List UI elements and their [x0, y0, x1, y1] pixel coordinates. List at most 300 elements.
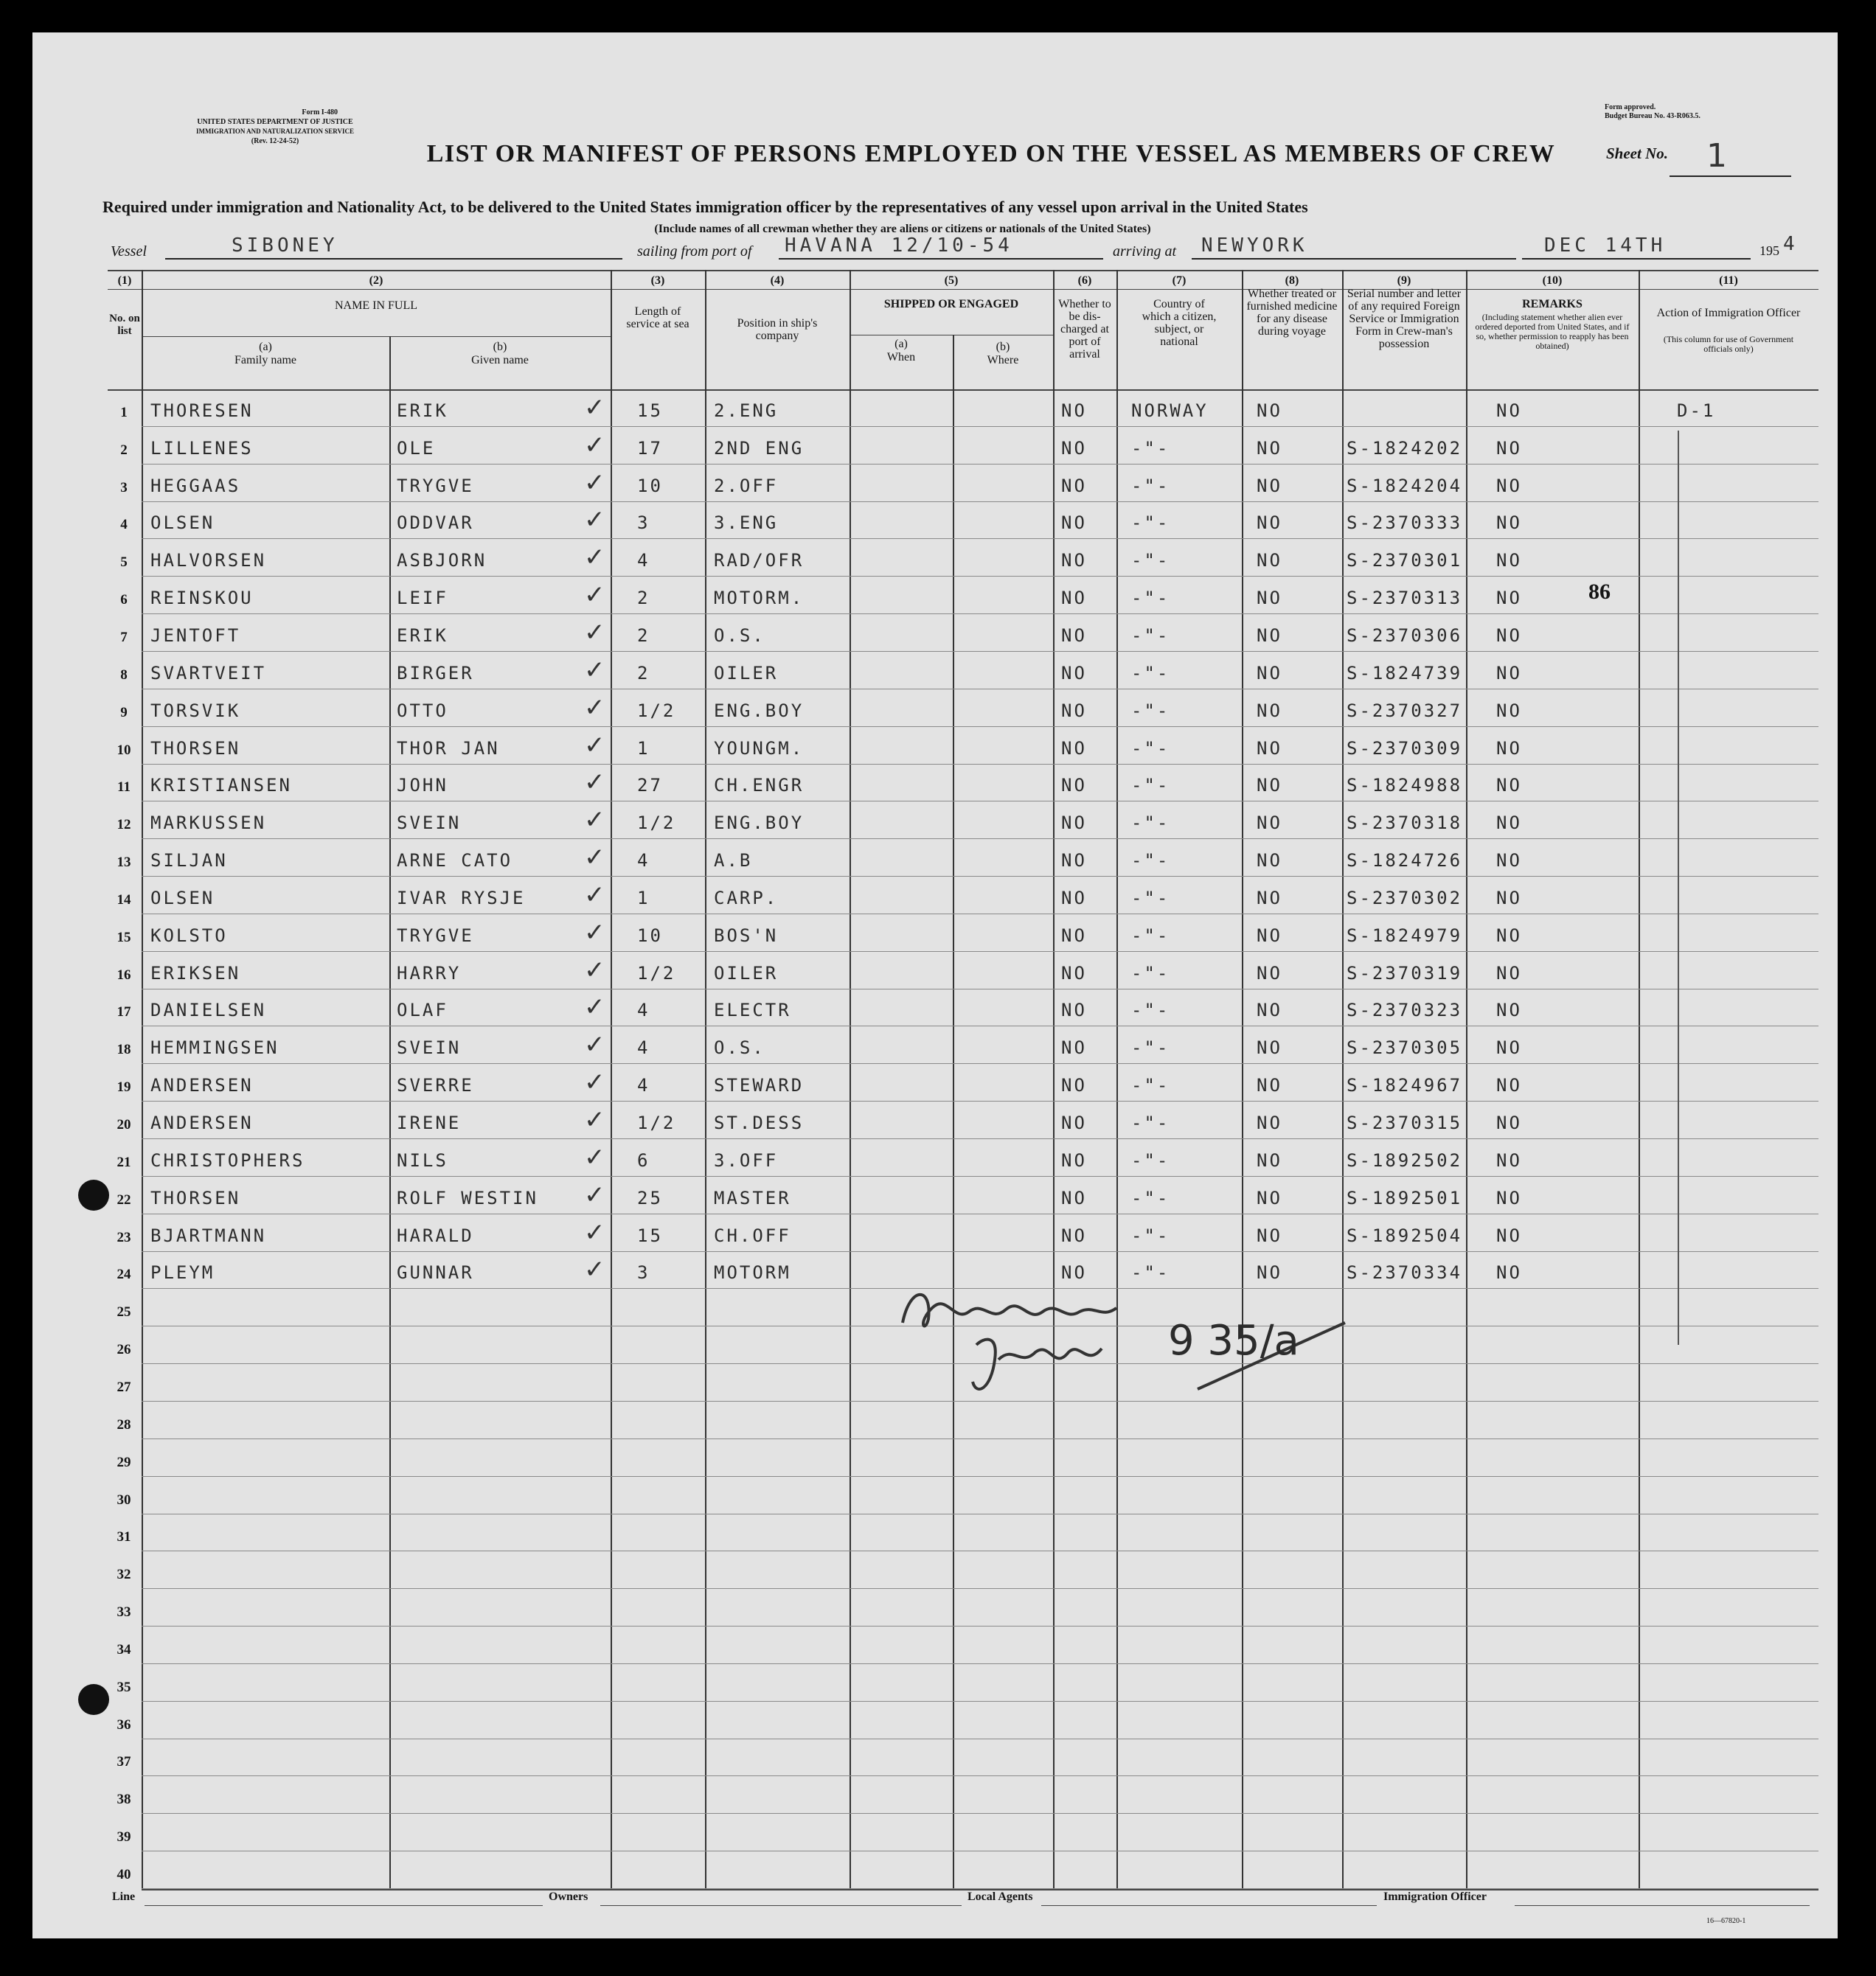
- cell-position: ENG.BOY: [714, 813, 805, 834]
- row-number: 27: [117, 1379, 131, 1395]
- cell-serial: S-1824204: [1347, 475, 1463, 496]
- checkmark-icon: ✓: [584, 955, 605, 985]
- manifest-rows: [32, 32, 1838, 1938]
- cell-serial: S-1824979: [1347, 925, 1463, 946]
- cell-remarks: NO: [1496, 625, 1522, 646]
- cell-given: ASBJORN: [397, 550, 487, 571]
- col2a-header: Family name: [234, 354, 296, 366]
- cell-treated: NO: [1257, 962, 1282, 984]
- time-note: 9 35/a: [1168, 1317, 1299, 1365]
- cell-position: CH.OFF: [714, 1225, 791, 1246]
- col5-num: (5): [944, 274, 959, 287]
- cell-country: -"-: [1131, 512, 1170, 534]
- table-row: [32, 989, 1838, 1027]
- cell-given: SVEIN: [397, 813, 462, 834]
- row-number: 30: [117, 1492, 131, 1508]
- cell-serial: S-1892504: [1347, 1225, 1463, 1246]
- cell-given: OLE: [397, 437, 436, 459]
- col1-num: (1): [117, 274, 132, 287]
- footer-code: 16—67820-1: [1706, 1917, 1746, 1925]
- cell-service: 2: [637, 662, 650, 683]
- cell-service: 1/2: [637, 962, 676, 984]
- department-name: UNITED STATES DEPARTMENT OF JUSTICE: [197, 118, 353, 126]
- cell-service: 4: [637, 1037, 650, 1059]
- col3-header: Length of service at sea: [626, 305, 689, 330]
- table-row: [32, 765, 1838, 802]
- cell-position: CH.ENGR: [714, 775, 805, 796]
- checkmark-icon: ✓: [584, 843, 605, 873]
- col3-num: (3): [650, 274, 665, 287]
- cell-treated: NO: [1257, 1225, 1282, 1246]
- col2-num: (2): [369, 274, 383, 287]
- cell-position: YOUNGM.: [714, 737, 805, 759]
- cell-discharged: NO: [1061, 662, 1087, 683]
- cell-discharged: NO: [1061, 887, 1087, 908]
- cell-remarks: NO: [1496, 1113, 1522, 1134]
- cell-treated: NO: [1257, 1262, 1282, 1284]
- year-prefix: 195: [1759, 243, 1779, 258]
- cell-service: 10: [637, 925, 663, 946]
- cell-service: 1/2: [637, 813, 676, 834]
- cell-position: 3.ENG: [714, 512, 779, 534]
- col5b-header: Where: [987, 354, 1019, 366]
- form-number: Form I-480: [302, 108, 338, 116]
- cell-position: ENG.BOY: [714, 700, 805, 721]
- cell-treated: NO: [1257, 737, 1282, 759]
- cell-family: DANIELSEN: [150, 1000, 267, 1021]
- cell-discharged: NO: [1061, 925, 1087, 946]
- cell-serial: S-2370334: [1347, 1262, 1463, 1284]
- footer-owners-label: Owners: [549, 1890, 588, 1903]
- row-number: 29: [117, 1454, 131, 1470]
- cell-country: -"-: [1131, 662, 1170, 683]
- cell-position: ELECTR: [714, 1000, 791, 1021]
- checkmark-icon: ✓: [584, 768, 605, 798]
- cell-service: 4: [637, 850, 650, 872]
- col2a-letter: (a): [259, 341, 272, 353]
- cell-family: SILJAN: [150, 850, 228, 872]
- cell-remarks: NO: [1496, 775, 1522, 796]
- row-number: 18: [117, 1042, 131, 1058]
- col4-num: (4): [770, 274, 785, 287]
- cell-service: 1/2: [637, 1113, 676, 1134]
- table-row: [32, 1102, 1838, 1139]
- cell-position: OILER: [714, 662, 779, 683]
- row-number: 32: [117, 1567, 131, 1583]
- cell-treated: NO: [1257, 475, 1282, 496]
- cell-discharged: NO: [1061, 962, 1087, 984]
- row-number: 13: [117, 855, 131, 871]
- checkmark-icon: ✓: [584, 430, 605, 460]
- sheet-number-value: 1: [1706, 137, 1727, 175]
- table-row: [32, 1439, 1838, 1477]
- cell-service: 1: [637, 887, 650, 908]
- table-row: [32, 1776, 1838, 1814]
- cell-serial: S-1824988: [1347, 775, 1463, 796]
- row-number: 2: [120, 442, 128, 458]
- punch-hole: [78, 1180, 109, 1211]
- table-row: [32, 427, 1838, 465]
- cell-remarks: NO: [1496, 1000, 1522, 1021]
- cell-discharged: NO: [1061, 737, 1087, 759]
- checkmark-icon: ✓: [584, 467, 605, 498]
- vessel-label: Vessel: [111, 243, 147, 260]
- vessel-name: SIBONEY: [232, 234, 338, 257]
- cell-family: BJARTMANN: [150, 1225, 267, 1246]
- cell-given: OLAF: [397, 1000, 448, 1021]
- cell-serial: S-1892502: [1347, 1149, 1463, 1171]
- cell-remarks: NO: [1496, 437, 1522, 459]
- cell-given: SVERRE: [397, 1075, 474, 1096]
- col6-header: Whether to be dis-charged at port of arrival: [1058, 298, 1111, 361]
- cell-given: LEIF: [397, 588, 448, 609]
- cell-position: RAD/OFR: [714, 550, 805, 571]
- checkmark-icon: ✓: [584, 617, 605, 647]
- row-number: 36: [117, 1716, 131, 1733]
- cell-service: 3: [637, 512, 650, 534]
- cell-remarks: NO: [1496, 550, 1522, 571]
- cell-position: 3.OFF: [714, 1149, 779, 1171]
- row-number: 14: [117, 891, 131, 908]
- cell-service: 25: [637, 1187, 663, 1208]
- cell-country: -"-: [1131, 550, 1170, 571]
- cell-position: OILER: [714, 962, 779, 984]
- cell-family: CHRISTOPHERS: [150, 1149, 305, 1171]
- cell-discharged: NO: [1061, 1225, 1087, 1246]
- checkmark-icon: ✓: [584, 805, 605, 835]
- checkmark-icon: ✓: [584, 543, 605, 573]
- cell-given: TRYGVE: [397, 925, 474, 946]
- include-note: (Include names of all crewman whether they are aliens or citizens or nationals of the United States): [654, 223, 1151, 235]
- cell-family: OLSEN: [150, 887, 215, 908]
- table-row: [32, 1214, 1838, 1252]
- cell-treated: NO: [1257, 1075, 1282, 1096]
- col10-note: (Including statement whether alien ever ordered deported from United States, and if so, whether permission to reapply has been obtained): [1475, 312, 1630, 351]
- cell-service: 4: [637, 1075, 650, 1096]
- row-number: 15: [117, 929, 131, 945]
- row-number: 5: [120, 554, 128, 571]
- checkmark-icon: ✓: [584, 880, 605, 910]
- table-row: [32, 1739, 1838, 1777]
- cell-discharged: NO: [1061, 850, 1087, 872]
- table-row: [32, 839, 1838, 877]
- cell-remarks: NO: [1496, 737, 1522, 759]
- table-row: [32, 801, 1838, 839]
- cell-country: -"-: [1131, 1037, 1170, 1059]
- form-revision: (Rev. 12-24-52): [251, 137, 299, 145]
- cell-treated: NO: [1257, 775, 1282, 796]
- cell-remarks: NO: [1496, 962, 1522, 984]
- cell-treated: NO: [1257, 813, 1282, 834]
- cell-serial: S-2370323: [1347, 1000, 1463, 1021]
- cell-position: CARP.: [714, 887, 779, 908]
- cell-discharged: NO: [1061, 512, 1087, 534]
- row-number: 22: [117, 1191, 131, 1208]
- cell-family: JENTOFT: [150, 625, 241, 646]
- arrival-date: DEC 14TH: [1544, 234, 1667, 257]
- cell-country: -"-: [1131, 475, 1170, 496]
- cell-serial: S-2370319: [1347, 962, 1463, 984]
- cell-remarks: NO: [1496, 1149, 1522, 1171]
- cell-treated: NO: [1257, 550, 1282, 571]
- row-number: 20: [117, 1117, 131, 1133]
- footer-officer-rule: [1515, 1905, 1810, 1906]
- cell-family: TORSVIK: [150, 700, 241, 721]
- table-row: [32, 389, 1838, 427]
- cell-country: -"-: [1131, 1187, 1170, 1208]
- cell-family: OLSEN: [150, 512, 215, 534]
- checkmark-icon: ✓: [584, 392, 605, 422]
- page-title: LIST OR MANIFEST OF PERSONS EMPLOYED ON THE VESSEL AS MEMBERS OF CREW: [426, 140, 1556, 167]
- cell-family: THORSEN: [150, 737, 241, 759]
- table-row: [32, 1514, 1838, 1552]
- checkmark-icon: ✓: [584, 992, 605, 1023]
- checkmark-icon: ✓: [584, 1217, 605, 1248]
- cell-serial: S-1824739: [1347, 662, 1463, 683]
- cell-serial: S-2370306: [1347, 625, 1463, 646]
- checkmark-icon: ✓: [584, 917, 605, 947]
- col10-header: REMARKS: [1522, 298, 1583, 310]
- row-number: 21: [117, 1154, 131, 1170]
- sailing-port: HAVANA 12/10-54: [785, 234, 1013, 257]
- cell-serial: S-2370333: [1347, 512, 1463, 534]
- cell-treated: NO: [1257, 925, 1282, 946]
- arriving-label: arriving at: [1113, 243, 1177, 260]
- cell-discharged: NO: [1061, 437, 1087, 459]
- row-number: 39: [117, 1829, 131, 1845]
- cell-position: 2.ENG: [714, 400, 779, 421]
- row-number: 12: [117, 817, 131, 833]
- cell-remarks: NO: [1496, 1225, 1522, 1246]
- row-number: 9: [120, 704, 128, 720]
- checkmark-icon: ✓: [584, 1105, 605, 1135]
- cell-serial: S-2370315: [1347, 1113, 1463, 1134]
- cell-remarks: NO: [1496, 813, 1522, 834]
- cell-remarks: NO: [1496, 1187, 1522, 1208]
- col11-header: Action of Immigration Officer: [1656, 307, 1801, 319]
- cell-treated: NO: [1257, 1113, 1282, 1134]
- cell-service: 3: [637, 1262, 650, 1284]
- col5-header: SHIPPED OR ENGAGED: [883, 298, 1019, 310]
- table-row: [32, 1627, 1838, 1664]
- cell-country: -"-: [1131, 625, 1170, 646]
- cell-discharged: NO: [1061, 700, 1087, 721]
- col5a-letter: (a): [894, 338, 908, 350]
- cell-remarks: NO: [1496, 662, 1522, 683]
- cell-country: -"-: [1131, 737, 1170, 759]
- manifest-sheet: [32, 32, 1838, 1938]
- cell-discharged: NO: [1061, 1037, 1087, 1059]
- row-number: 11: [117, 779, 131, 796]
- cell-remarks: NO: [1496, 1037, 1522, 1059]
- cell-serial: S-1824726: [1347, 850, 1463, 872]
- cell-given: ERIK: [397, 400, 448, 421]
- cell-service: 2: [637, 588, 650, 609]
- row-number: 7: [120, 629, 128, 645]
- cell-given: OTTO: [397, 700, 448, 721]
- cell-country: -"-: [1131, 1000, 1170, 1021]
- cell-discharged: NO: [1061, 1113, 1087, 1134]
- cell-position: 2ND ENG: [714, 437, 805, 459]
- cell-remarks: NO: [1496, 1262, 1522, 1284]
- cell-given: HARALD: [397, 1225, 474, 1246]
- checkmark-icon: ✓: [584, 580, 605, 610]
- cell-country: -"-: [1131, 700, 1170, 721]
- cell-given: TRYGVE: [397, 475, 474, 496]
- cell-country: -"-: [1131, 1262, 1170, 1284]
- cell-service: 15: [637, 400, 663, 421]
- col9-header: Serial number and letter of any required Foreign Service or Immigration Form in Crew-man's possession: [1347, 288, 1462, 350]
- col2b-letter: (b): [493, 341, 507, 353]
- cell-given: ROLF WESTIN: [397, 1187, 538, 1208]
- cell-discharged: NO: [1061, 1075, 1087, 1096]
- col5b-letter: (b): [996, 341, 1010, 353]
- row-number: 3: [120, 479, 128, 495]
- row-number: 6: [120, 592, 128, 608]
- cell-serial: S-1892501: [1347, 1187, 1463, 1208]
- cell-country: -"-: [1131, 437, 1170, 459]
- col8-num: (8): [1285, 274, 1299, 287]
- cell-treated: NO: [1257, 662, 1282, 683]
- cell-discharged: NO: [1061, 813, 1087, 834]
- cell-treated: NO: [1257, 1037, 1282, 1059]
- cell-country: -"-: [1131, 1075, 1170, 1096]
- col8-header: Whether treated or furnished medicine for any disease during voyage: [1246, 288, 1338, 338]
- table-row: [32, 465, 1838, 502]
- cell-remarks: NO: [1496, 400, 1522, 421]
- table-row: [32, 1477, 1838, 1514]
- table-row: [32, 1551, 1838, 1589]
- cell-country: -"-: [1131, 1225, 1170, 1246]
- subtitle: Required under immigration and Nationality Act, to be delivered to the United States immigration officer by the representatives of any vessel upon arrival in the United States: [103, 198, 1308, 216]
- row-number: 1: [120, 404, 128, 420]
- cell-given: ODDVAR: [397, 512, 474, 534]
- table-row: [32, 1851, 1838, 1889]
- cell-treated: NO: [1257, 700, 1282, 721]
- row-number: 17: [117, 1004, 131, 1020]
- cell-service: 2: [637, 625, 650, 646]
- row-number: 24: [117, 1267, 131, 1283]
- cell-family: REINSKOU: [150, 588, 254, 609]
- row-number: 16: [117, 967, 131, 983]
- checkmark-icon: ✓: [584, 1255, 605, 1285]
- row-number: 35: [117, 1679, 131, 1695]
- cell-family: ANDERSEN: [150, 1075, 254, 1096]
- cell-remarks: NO: [1496, 700, 1522, 721]
- cell-family: HEGGAAS: [150, 475, 241, 496]
- cell-service: 1/2: [637, 700, 676, 721]
- checkmark-icon: ✓: [584, 655, 605, 685]
- cell-treated: NO: [1257, 512, 1282, 534]
- cell-treated: NO: [1257, 1000, 1282, 1021]
- cell-remarks: NO: [1496, 850, 1522, 872]
- cell-family: PLEYM: [150, 1262, 215, 1284]
- table-row: [32, 1664, 1838, 1702]
- cell-family: HALVORSEN: [150, 550, 267, 571]
- col2b-header: Given name: [471, 354, 529, 366]
- cell-country: -"-: [1131, 1113, 1170, 1134]
- cell-given: IVAR RYSJE: [397, 887, 526, 908]
- budget-number: Budget Bureau No. 43-R063.5.: [1605, 112, 1700, 120]
- table-row: [32, 952, 1838, 989]
- checkmark-icon: ✓: [584, 1142, 605, 1172]
- row-number: 33: [117, 1604, 131, 1621]
- sheet-number-label: Sheet No.: [1606, 145, 1668, 162]
- cell-remarks: NO: [1496, 512, 1522, 534]
- cell-position: MASTER: [714, 1187, 791, 1208]
- cell-given: ARNE CATO: [397, 850, 513, 872]
- table-row: [32, 1177, 1838, 1214]
- cell-treated: NO: [1257, 588, 1282, 609]
- cell-family: THORESEN: [150, 400, 254, 421]
- punch-hole: [78, 1684, 109, 1715]
- cell-country: NORWAY: [1131, 400, 1209, 421]
- table-row: [32, 1814, 1838, 1851]
- stamp-number: 86: [1588, 580, 1611, 604]
- row-number: 40: [117, 1867, 131, 1883]
- cell-position: BOS'N: [714, 925, 779, 946]
- footer-line-rule: [145, 1905, 543, 1906]
- cell-service: 17: [637, 437, 663, 459]
- row-number: 28: [117, 1416, 131, 1433]
- cell-given: GUNNAR: [397, 1262, 474, 1284]
- table-row: [32, 877, 1838, 914]
- checkmark-icon: ✓: [584, 1068, 605, 1098]
- cell-discharged: NO: [1061, 475, 1087, 496]
- cell-given: HARRY: [397, 962, 462, 984]
- row-number: 26: [117, 1342, 131, 1358]
- cell-service: 1: [637, 737, 650, 759]
- cell-discharged: NO: [1061, 775, 1087, 796]
- row-number: 19: [117, 1079, 131, 1096]
- cell-serial: S-2370318: [1347, 813, 1463, 834]
- cell-serial: S-2370305: [1347, 1037, 1463, 1059]
- row-number: 37: [117, 1754, 131, 1770]
- table-row: [32, 1139, 1838, 1177]
- cell-position: O.S.: [714, 625, 765, 646]
- cell-discharged: NO: [1061, 1187, 1087, 1208]
- cell-family: THORSEN: [150, 1187, 241, 1208]
- col7-header: Country of which a citizen, subject, or national: [1142, 298, 1217, 348]
- cell-family: SVARTVEIT: [150, 662, 267, 683]
- cell-serial: S-2370313: [1347, 588, 1463, 609]
- cell-given: JOHN: [397, 775, 448, 796]
- footer-agents-label: Local Agents: [967, 1890, 1033, 1903]
- table-row: [32, 502, 1838, 540]
- footer-owners-rule: [600, 1905, 962, 1906]
- col11-num: (11): [1719, 274, 1738, 287]
- service-name: IMMIGRATION AND NATURALIZATION SERVICE: [196, 128, 354, 135]
- footer-officer-label: Immigration Officer: [1383, 1890, 1487, 1903]
- cell-country: -"-: [1131, 887, 1170, 908]
- cell-service: 27: [637, 775, 663, 796]
- col2-header: NAME IN FULL: [335, 299, 417, 312]
- checkmark-icon: ✓: [584, 692, 605, 723]
- cell-family: ANDERSEN: [150, 1113, 254, 1134]
- table-row: [32, 652, 1838, 689]
- cell-treated: NO: [1257, 887, 1282, 908]
- table-row: [32, 914, 1838, 952]
- row-number: 34: [117, 1641, 131, 1657]
- cell-treated: NO: [1257, 1187, 1282, 1208]
- cell-remarks: NO: [1496, 1075, 1522, 1096]
- row-number: 23: [117, 1229, 131, 1245]
- cell-serial: S-1824202: [1347, 437, 1463, 459]
- cell-service: 6: [637, 1149, 650, 1171]
- table-row: [32, 1589, 1838, 1627]
- year-suffix: 4: [1783, 233, 1799, 255]
- footer-line-label: Line: [112, 1890, 136, 1903]
